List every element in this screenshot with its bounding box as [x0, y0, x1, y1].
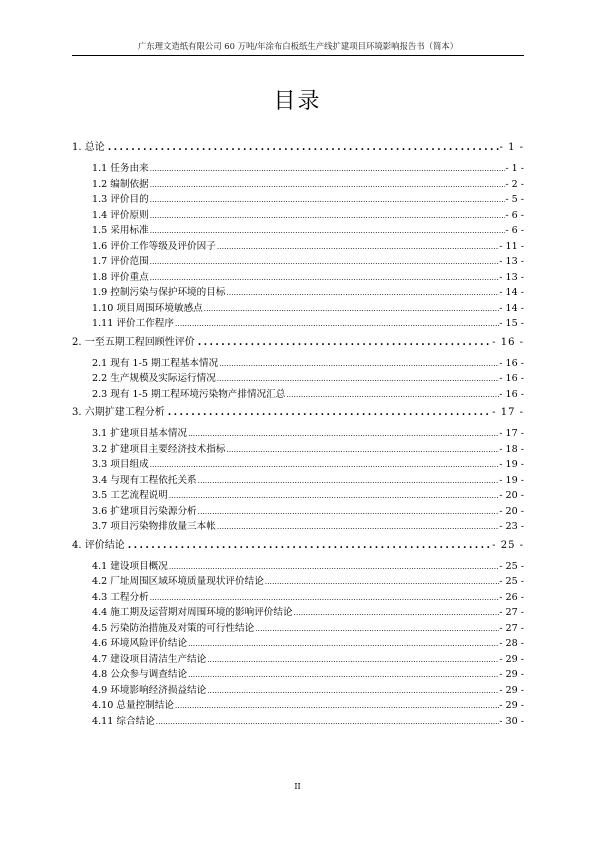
toc-page-number: - 2 -	[505, 178, 524, 190]
toc-page-number: - 20 -	[499, 490, 524, 501]
toc-page-number: - 30 -	[499, 715, 524, 727]
toc-section-1-10[interactable]	[72, 300, 524, 316]
dot-leader	[225, 446, 499, 454]
toc-section-3-2[interactable]	[72, 441, 524, 457]
dot-leader	[149, 227, 506, 235]
toc-section-3-7[interactable]	[72, 518, 524, 534]
dot-leader	[165, 407, 492, 418]
toc-section-label: 4.2 厂址周围区域环境质量现状评价结论	[92, 576, 264, 587]
toc-page-number: - 15 -	[499, 318, 524, 329]
toc-page-number: - 14 -	[499, 287, 524, 298]
toc-page-number: - 25 -	[492, 539, 524, 551]
toc-section-label: 2.2 生产规模及实际运行情况	[92, 373, 216, 384]
dot-leader	[254, 625, 499, 633]
dot-leader	[149, 258, 500, 266]
toc-section-label: 4.10 总量控制结论	[92, 700, 174, 711]
dot-leader	[218, 360, 499, 368]
toc-page-number: - 20 -	[499, 505, 524, 517]
toc-section-1-8[interactable]	[72, 269, 524, 285]
toc-page-number: - 25 -	[499, 560, 524, 572]
table-of-contents	[72, 136, 524, 728]
toc-section-label: 1.1 任务由来	[92, 163, 149, 174]
dot-leader	[155, 718, 499, 726]
toc-page-number: - 17 -	[492, 407, 524, 418]
toc-section-label: 4.4 施工期及运营期对周围环境的影响评价结论	[92, 607, 293, 618]
toc-chapter-label: 2. 一至五期工程回顾性评价	[72, 336, 195, 348]
page-title: 目录	[273, 89, 322, 114]
toc-section-4-10[interactable]	[72, 697, 524, 713]
toc-page-number: - 19 -	[499, 459, 524, 470]
toc-section-4-2[interactable]	[72, 573, 524, 589]
toc-section-label: 4.8 公众参与调查结论	[92, 669, 188, 680]
toc-page-number: - 19 -	[499, 474, 524, 486]
toc-section-label: 3.4 与现有工程依托关系	[92, 474, 197, 486]
toc-chapter-label: 4. 评价结论	[72, 539, 125, 551]
dot-leader	[149, 461, 500, 469]
toc-section-label: 4.11 综合结论	[92, 715, 155, 727]
toc-page-number: - 26 -	[499, 591, 524, 603]
dot-leader	[187, 640, 499, 648]
toc-page-number: - 16 -	[499, 373, 524, 384]
toc-chapter-1[interactable]	[72, 138, 524, 160]
toc-section-label: 1.2 编制依据	[92, 178, 149, 190]
toc-page-number: - 5 -	[505, 194, 524, 205]
toc-section-label: 1.9 控制污染与保护环境的目标	[92, 287, 226, 298]
toc-section-label: 1.7 评价范围	[92, 256, 149, 267]
toc-section-3-6[interactable]	[72, 503, 524, 519]
toc-section-1-3[interactable]	[72, 191, 524, 207]
dot-leader	[225, 289, 499, 297]
toc-page-number: - 27 -	[499, 607, 524, 618]
dot-leader	[206, 687, 499, 695]
toc-page-number: - 29 -	[499, 684, 524, 696]
toc-section-1-6[interactable]	[72, 238, 524, 254]
toc-section-label: 1.10 项目周围环境敏感点	[92, 302, 203, 314]
toc-section-1-7[interactable]	[72, 253, 524, 269]
toc-section-label: 4.3 工程分析	[92, 591, 149, 603]
dot-leader	[216, 243, 499, 251]
toc-page-number: - 6 -	[505, 209, 524, 221]
dot-leader	[195, 337, 492, 348]
toc-section-4-11[interactable]	[72, 713, 524, 729]
toc-section-3-3[interactable]	[72, 456, 524, 472]
toc-section-label: 3.5 工艺流程说明	[92, 490, 168, 501]
toc-section-4-3[interactable]	[72, 589, 524, 605]
toc-section-label: 1.5 采用标准	[92, 225, 149, 236]
toc-section-label: 4.5 污染防治措施及对策的可行性结论	[92, 622, 255, 634]
running-header: 广东理文造纸有限公司 60 万吨/年涂布白板纸生产线扩建项目环境影响报告书（简本）	[137, 41, 459, 51]
dot-leader	[149, 274, 500, 282]
page-number: II	[294, 782, 301, 791]
dot-leader	[187, 671, 499, 679]
dot-leader	[149, 165, 506, 173]
toc-section-1-11[interactable]	[72, 315, 524, 331]
dot-leader	[125, 540, 492, 551]
toc-section-1-4[interactable]	[72, 207, 524, 223]
toc-section-1-1[interactable]	[72, 160, 524, 176]
toc-section-label: 3.3 项目组成	[92, 459, 149, 470]
toc-section-label: 4.1 建设项目概况	[92, 560, 168, 572]
toc-section-2-1[interactable]	[72, 355, 524, 371]
dot-leader	[187, 430, 499, 438]
dot-leader	[174, 702, 499, 710]
toc-section-label: 1.11 评价工作程序	[92, 318, 174, 329]
dot-leader	[206, 656, 499, 664]
toc-section-2-2[interactable]	[72, 370, 524, 386]
toc-page-number: - 23 -	[499, 521, 524, 532]
toc-page-number: - 1 -	[505, 163, 524, 174]
toc-section-label: 4.9 环境影响经济损益结论	[92, 684, 207, 696]
toc-section-4-4[interactable]	[72, 604, 524, 620]
toc-page-number: - 17 -	[499, 428, 524, 439]
toc-page-number: - 29 -	[499, 700, 524, 711]
toc-section-3-4[interactable]	[72, 472, 524, 488]
toc-chapter-label: 1. 总论	[72, 142, 105, 153]
toc-section-label: 4.6 环境风险评价结论	[92, 638, 188, 649]
toc-section-1-9[interactable]	[72, 284, 524, 300]
toc-section-label: 3.7 项目污染物排放量三本帐	[92, 521, 216, 532]
dot-leader	[197, 508, 500, 516]
dot-leader	[168, 563, 499, 571]
dot-leader	[168, 492, 499, 500]
toc-section-label: 3.1 扩建项目基本情况	[92, 428, 188, 439]
toc-page-number: - 6 -	[505, 225, 524, 236]
header-rule	[72, 55, 524, 56]
toc-section-label: 1.8 评价重点	[92, 271, 149, 283]
toc-section-label: 1.4 评价原则	[92, 209, 149, 221]
dot-leader	[149, 196, 506, 204]
toc-page-number: - 11 -	[499, 240, 524, 252]
toc-section-label: 4.7 建设项目清洁生产结论	[92, 653, 207, 665]
dot-leader	[216, 375, 499, 383]
toc-section-2-3[interactable]	[72, 386, 524, 402]
dot-leader	[285, 391, 499, 399]
toc-section-4-5[interactable]	[72, 620, 524, 636]
toc-section-label: 3.2 扩建项目主要经济技术指标	[92, 443, 226, 455]
dot-leader	[174, 320, 499, 328]
toc-section-4-7[interactable]	[72, 651, 524, 667]
dot-leader	[216, 523, 499, 531]
toc-section-label: 1.6 评价工作等级及评价因子	[92, 240, 216, 252]
toc-section-1-2[interactable]	[72, 176, 524, 192]
toc-section-label: 3.6 扩建项目污染源分析	[92, 505, 197, 517]
toc-page-number: - 18 -	[499, 443, 524, 455]
toc-page-number: - 14 -	[499, 302, 524, 314]
dot-leader	[197, 477, 500, 485]
toc-section-4-6[interactable]	[72, 635, 524, 651]
dot-leader	[293, 609, 500, 617]
toc-page-number: - 13 -	[499, 271, 524, 283]
dot-leader	[149, 181, 506, 189]
toc-chapter-4[interactable]	[72, 536, 524, 558]
toc-page-number: - 25 -	[499, 576, 524, 587]
toc-page-number: - 1 -	[499, 142, 524, 153]
toc-page-number: - 16 -	[499, 357, 524, 369]
toc-section-label: 2.3 现有 1-5 期工程环境污染物产排情况汇总	[92, 388, 286, 400]
dot-leader	[264, 578, 499, 586]
toc-section-3-1[interactable]	[72, 425, 524, 441]
toc-chapter-2[interactable]	[72, 333, 524, 355]
toc-section-4-8[interactable]	[72, 666, 524, 682]
toc-page-number: - 29 -	[499, 653, 524, 665]
dot-leader	[149, 594, 500, 602]
toc-section-4-9[interactable]	[72, 682, 524, 698]
toc-chapter-label: 3. 六期扩建工程分析	[72, 407, 165, 418]
dot-leader	[149, 212, 506, 220]
toc-chapter-3[interactable]	[72, 403, 524, 425]
toc-section-label: 1.3 评价目的	[92, 194, 149, 205]
toc-page-number: - 27 -	[499, 622, 524, 634]
toc-page-number: - 16 -	[499, 388, 524, 400]
toc-page-number: - 16 -	[492, 336, 524, 348]
dot-leader	[105, 142, 500, 153]
dot-leader	[203, 305, 499, 313]
toc-section-4-1[interactable]	[72, 558, 524, 574]
toc-page-number: - 28 -	[499, 638, 524, 649]
toc-section-1-5[interactable]	[72, 222, 524, 238]
toc-page-number: - 13 -	[499, 256, 524, 267]
toc-section-3-5[interactable]	[72, 487, 524, 503]
toc-page-number: - 29 -	[499, 669, 524, 680]
toc-section-label: 2.1 现有 1-5 期工程基本情况	[92, 357, 219, 369]
